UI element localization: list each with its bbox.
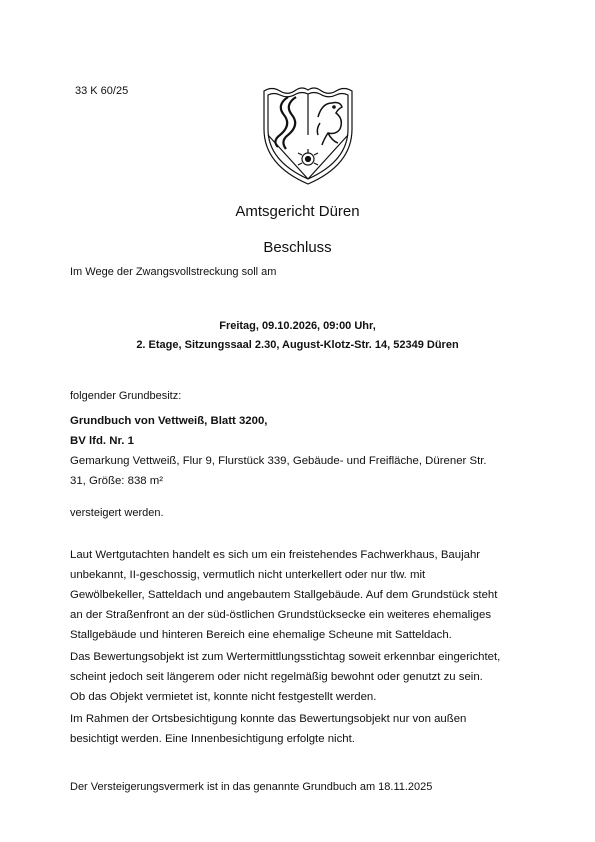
footer-note: Der Versteigerungsvermerk ist in das genannte Grundbuch am 18.11.2025 xyxy=(70,781,433,793)
paragraph-line: unbekannt, II-geschossig, vermutlich nicht unterkellert oder nur tlw. mit xyxy=(70,569,426,581)
land-register-description: Gemarkung Vettweiß, Flur 9, Flurstück 339, Gebäude- und Freifläche, Dürener Str. xyxy=(70,455,487,467)
paragraph-line: besichtigt werden. Eine Innenbesichtigung erfolgte nicht. xyxy=(70,733,355,745)
coat-of-arms-icon xyxy=(258,83,358,187)
paragraph-line: Laut Wertgutachten handelt es sich um ein freistehendes Fachwerkhaus, Baujahr xyxy=(70,549,481,561)
condition-paragraph xyxy=(70,647,540,707)
inspection-paragraph xyxy=(70,709,540,749)
appointment-location: 2. Etage, Sitzungssaal 2.30, August-Klotz-Str. 14, 52349 Düren xyxy=(136,339,459,351)
paragraph-line: Stallgebäude und hinteren Bereich eine ehemalige Scheune mit Satteldach. xyxy=(70,629,452,641)
paragraph-line: Das Bewertungsobjekt ist zum Wertermittlungsstichtag soweit erkennbar eingerichtet, xyxy=(70,651,501,663)
paragraph-line: Gewölbekeller, Satteldach und angebautem Stallgebäude. Auf dem Grundstück steht xyxy=(70,589,498,601)
intro-text: Im Wege der Zwangsvollstreckung soll am xyxy=(70,266,277,278)
appointment-datetime: Freitag, 09.10.2026, 09:00 Uhr, xyxy=(219,320,376,332)
appraisal-paragraph xyxy=(70,545,540,645)
land-register-title: Grundbuch von Vettweiß, Blatt 3200, xyxy=(70,415,268,427)
land-register-block xyxy=(70,411,540,491)
paragraph-line: Im Rahmen der Ortsbesichtigung konnte das Bewertungsobjekt nur von außen xyxy=(70,713,467,725)
paragraph-line: an der Straßenfront an der süd-östlichen Grundstücksecke ein weiteres ehemaliges xyxy=(70,609,492,621)
paragraph-line: Ob das Objekt vermietet ist, konnte nicht festgestellt werden. xyxy=(70,691,377,703)
court-name: Amtsgericht Düren xyxy=(235,203,360,220)
auction-statement: versteigert werden. xyxy=(70,507,164,519)
property-intro: folgender Grundbesitz: xyxy=(70,390,182,402)
document-title: Beschluss xyxy=(263,239,332,256)
land-register-description: 31, Größe: 838 m² xyxy=(70,475,164,487)
case-number: 33 K 60/25 xyxy=(75,85,129,97)
land-register-entry: BV lfd. Nr. 1 xyxy=(70,435,134,447)
paragraph-line: scheint jedoch seit längerem oder nicht regelmäßig bewohnt oder genutzt zu sein. xyxy=(70,671,483,683)
